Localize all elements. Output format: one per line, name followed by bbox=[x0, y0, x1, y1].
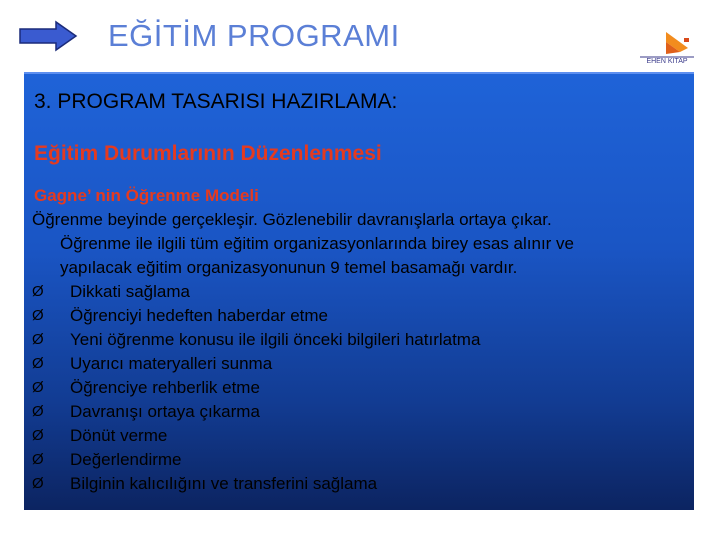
list-item bbox=[32, 328, 686, 352]
model-title: Gagne’ nin Öğrenme Modeli bbox=[34, 186, 259, 205]
list-item bbox=[32, 448, 686, 472]
publisher-logo bbox=[636, 30, 698, 66]
content-panel bbox=[24, 72, 694, 510]
bullet-arrow-icon: Ø bbox=[32, 379, 44, 396]
step-label: Bilginin kalıcılığını ve transferini sağlama bbox=[70, 474, 378, 493]
bullet-arrow-icon: Ø bbox=[32, 307, 44, 324]
step-label: Davranışı ortaya çıkarma bbox=[70, 402, 260, 421]
step-label: Öğrenciyi hedeften haberdar etme bbox=[70, 306, 328, 325]
intro-paragraph bbox=[32, 208, 686, 280]
list-item bbox=[32, 400, 686, 424]
bullet-arrow-icon: Ø bbox=[32, 355, 44, 372]
steps-list bbox=[32, 280, 686, 496]
intro-line-1: Öğrenme beyinde gerçekleşir. Gözlenebilir davranışlarla ortaya çıkar. bbox=[32, 210, 552, 229]
list-item bbox=[32, 280, 686, 304]
bullet-arrow-icon: Ø bbox=[32, 331, 44, 348]
bullet-arrow-icon: Ø bbox=[32, 283, 44, 300]
section-title: 3. PROGRAM TASARISI HAZIRLAMA: bbox=[34, 90, 398, 113]
right-arrow-icon bbox=[18, 20, 78, 52]
step-label: Uyarıcı materyalleri sunma bbox=[70, 354, 273, 373]
intro-line-2: Öğrenme ile ilgili tüm eğitim organizasyonlarında birey esas alınır ve bbox=[60, 234, 575, 253]
list-item bbox=[32, 304, 686, 328]
list-item bbox=[32, 376, 686, 400]
bullet-arrow-icon: Ø bbox=[32, 475, 44, 492]
page-title: EĞİTİM PROGRAMI bbox=[108, 18, 400, 53]
intro-line-3: yapılacak eğitim organizasyonunun 9 temel basamağı vardır. bbox=[60, 258, 518, 277]
bullet-arrow-icon: Ø bbox=[32, 403, 44, 420]
bullet-arrow-icon: Ø bbox=[32, 451, 44, 468]
subtitle: Eğitim Durumlarının Düzenlenmesi bbox=[34, 142, 382, 165]
step-label: Öğrenciye rehberlik etme bbox=[70, 378, 260, 397]
logo-text: EHEN KİTAP bbox=[646, 58, 688, 65]
list-item bbox=[32, 424, 686, 448]
list-item bbox=[32, 352, 686, 376]
list-item bbox=[32, 472, 686, 496]
step-label: Dönüt verme bbox=[70, 426, 168, 445]
step-label: Yeni öğrenme konusu ile ilgili önceki bilgileri hatırlatma bbox=[70, 330, 481, 349]
bullet-arrow-icon: Ø bbox=[32, 427, 44, 444]
step-label: Değerlendirme bbox=[70, 450, 182, 469]
step-label: Dikkati sağlama bbox=[70, 282, 190, 301]
